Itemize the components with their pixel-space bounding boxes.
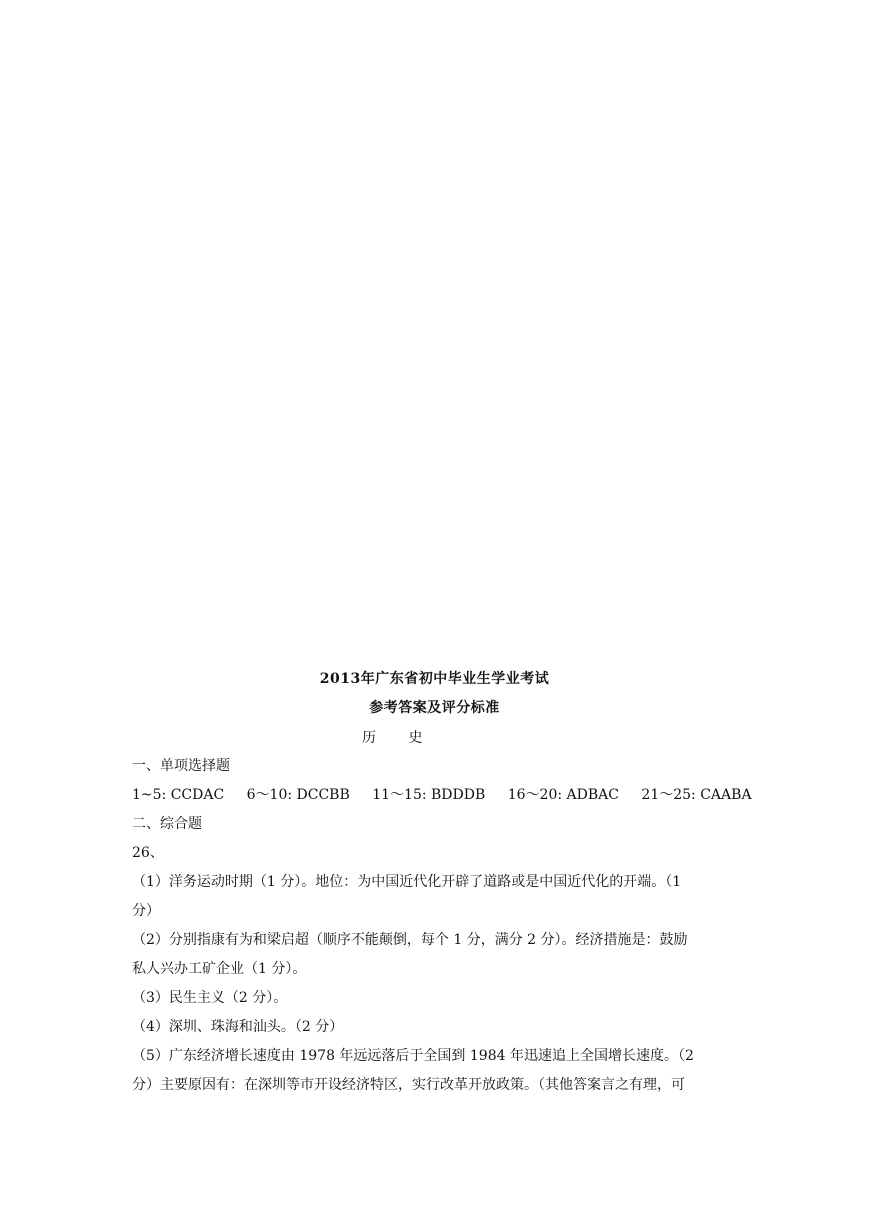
- answer-group: 11～15: BDDDB: [372, 787, 486, 803]
- answer-key-subtitle: 参考答案及评分标准: [369, 700, 500, 716]
- subject-label: 历 史: [362, 730, 437, 746]
- answer-text-line: （1）洋务运动时期（1 分）。地位：为中国近代化开辟了道路或是中国近代化的开端。（1: [132, 874, 682, 890]
- answer-text-line: （2）分别指康有为和梁启超（顺序不能颠倒，每个 1 分，满分 2 分）。经济措施是：鼓励: [132, 932, 688, 948]
- answer-group: 6～10: DCCBB: [246, 787, 350, 803]
- section-heading-multiple-choice: 一、单项选择题: [132, 758, 230, 774]
- answer-text-line: （4）深圳、珠海和汕头。（2 分）: [132, 1019, 344, 1035]
- answer-text-line: （5）广东经济增长速度由 1978 年远远落后于全国到 1984 年迅速追上全国增长速度。（2: [132, 1048, 694, 1064]
- multiple-choice-answers: [132, 785, 752, 805]
- answer-text-line: （3）民生主义（2 分）。: [132, 990, 288, 1006]
- exam-title: 2013年广东省初中毕业生学业考试: [319, 671, 550, 687]
- section-heading-comprehensive: 二、综合题: [132, 816, 202, 832]
- answer-group: 1~5: CCDAC: [132, 787, 225, 803]
- answer-group: 16～20: ADBAC: [507, 787, 619, 803]
- question-number: 26、: [132, 845, 164, 861]
- answer-text-line: 分）主要原因有：在深圳等市开设经济特区，实行改革开放政策。（其他答案言之有理，可: [132, 1077, 685, 1093]
- answer-text-line: 分）: [132, 903, 160, 919]
- answer-group: 21～25: CAABA: [641, 787, 752, 803]
- answer-text-line: 私人兴办工矿企业（1 分）。: [132, 961, 307, 977]
